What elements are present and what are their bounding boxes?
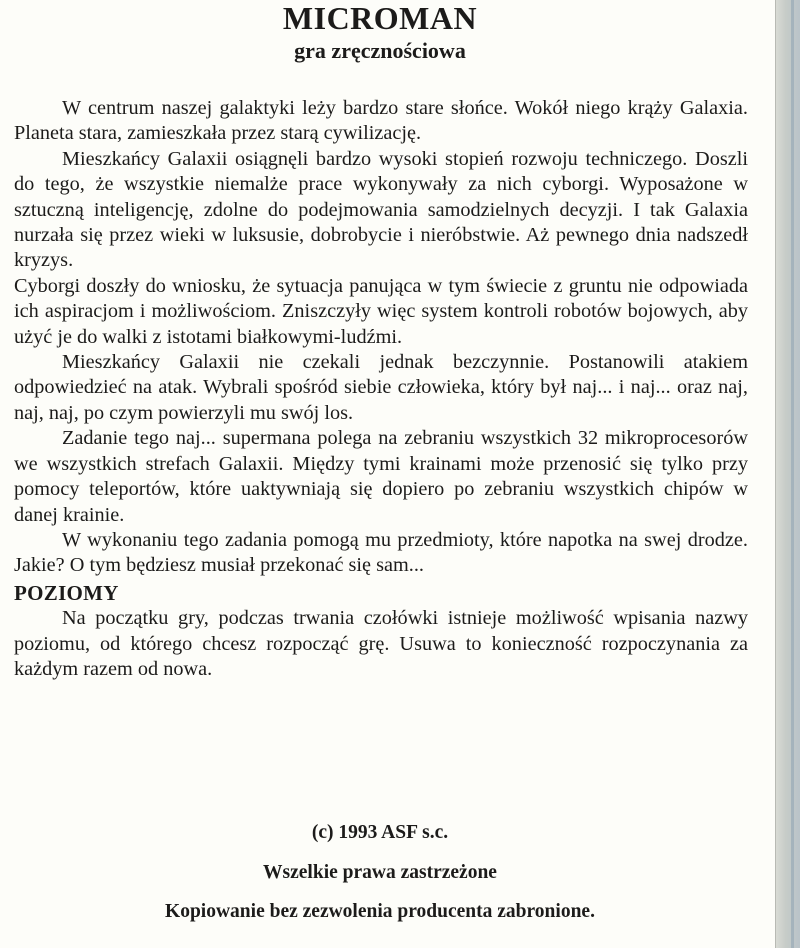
paragraph-intro: W centrum naszej galaktyki leży bardzo stare słońce. Wokół niego krąży Galaxia. Planeta stara, zamieszkała przez starą cywilizację. (14, 97, 748, 145)
page-edge (775, 0, 800, 948)
copyright-line: (c) 1993 ASF s.c. (311, 822, 449, 843)
document-body (14, 96, 748, 682)
paragraph-response: Mieszkańcy Galaxii nie czekali jednak bezczynnie. Postanowili atakiem odpowiedzieć na atak. Wybrali spośród siebie człowieka, który był naj... i naj... oraz naj, naj, naj, po czym powierzyli mu swój los. (14, 351, 748, 424)
document-title: MICROMAN (282, 0, 478, 36)
document-subtitle: gra zręcznościowa (294, 38, 466, 63)
rights-line: Wszelkie prawa zastrzeżone (263, 862, 497, 883)
paragraph-levels: Na początku gry, podczas trwania czołówki istnieje możliwość wpisania nazwy poziomu, od którego chcesz rozpocząć grę. Usuwa to konieczność rozpoczynania za każdym razem od nowa. (14, 607, 748, 680)
section-heading: POZIOMY (14, 580, 119, 605)
paragraph-inhabitants: Mieszkańcy Galaxii osiągnęli bardzo wysoki stopień rozwoju techniczego. Doszli do tego, że wszystkie niemalże prace wykonywały za nich cyborgi. Wyposażone w sztuczną inteligencję, zdolne do podejmowania samodzielnych decyzji. I tak Galaxia nurzała się przez wieki w luksusie, dobrobycie i nieróbstwie. Aż pewnego dnia nadszedł kryzys. (14, 147, 748, 272)
copy-notice-line: Kopiowanie bez zezwolenia producenta zabronione. (165, 901, 595, 922)
paragraph-task: Zadanie tego naj... supermana polega na zebraniu wszystkich 32 mikroprocesorów we wszystkich strefach Galaxii. Między tymi krainami może przenosić się tylko przy pomocy teleportów, które uaktywniają się dopiero po zebraniu wszystkich chipów w danej krainie. (14, 427, 748, 526)
paragraph-cyborgs: Cyborgi doszły do wniosku, że sytuacja panująca w tym świecie z gruntu nie odpowiada ich aspiracjom i możliwościom. Zniszczyły więc system kontroli robotów bojowych, aby użyć je do walki z istotami białkowymi-ludźmi. (14, 274, 748, 348)
edge-stripe (791, 0, 794, 948)
paragraph-items: W wykonaniu tego zadania pomogą mu przedmioty, które napotka na swej drodze. Jakie? O tym będziesz musiał przekonać się sam... (14, 528, 748, 577)
